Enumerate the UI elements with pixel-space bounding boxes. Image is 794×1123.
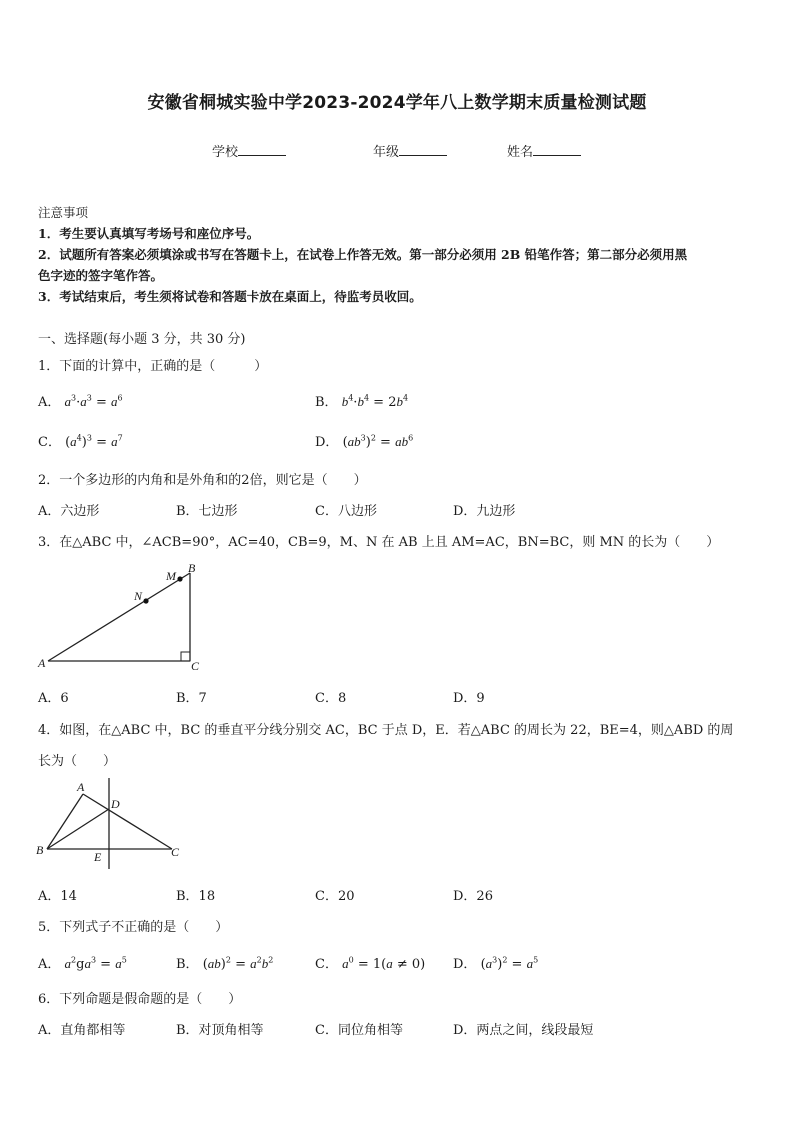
question-3-option-d: D．9: [453, 691, 485, 706]
notice-item-2-cont: 色字迹的签字笔作答。: [38, 268, 164, 283]
side-ac: [83, 794, 172, 849]
question-6-stem: 6．下列命题是假命题的是（ ）: [38, 992, 242, 1007]
question-3-stem: 3．在△ABC 中，∠ACB=90°，AC=40，CB=9，M、N 在 AB 上且 AM=AC，BN=BC，则 MN 的长为（ ）: [38, 535, 720, 550]
notice-item-3: 3．考试结束后，考生须将试卷和答题卡放在桌面上，待监考员收回。: [38, 289, 422, 304]
question-6-option-a: A．直角都相等: [38, 1023, 126, 1038]
question-5-stem: 5．下列式子不正确的是（ ）: [38, 920, 229, 935]
notice-item-2: 2．试题所有答案必须填涂或书写在答题卡上，在试卷上作答无效。第一部分必须用 2B 铅笔作答；第二部分必须用黑: [38, 247, 688, 262]
question-6-option-b: B．对顶角相等: [176, 1023, 264, 1038]
side-ba: [47, 794, 83, 849]
question-5-option-c: C． $a^0 = 1(a \ne 0)$: [315, 955, 426, 972]
question-4-option-d: D．26: [453, 889, 493, 904]
label-e: E: [94, 850, 102, 864]
question-2-stem: 2．一个多边形的内角和是外角和的2倍，则它是（ ）: [38, 473, 367, 488]
notice-item-1: 1．考生要认真填写考场号和座位序号。: [38, 226, 260, 241]
label-d: D: [111, 797, 120, 811]
grade-blank: [399, 143, 447, 156]
question-3-option-c: C．8: [315, 691, 347, 706]
question-2-option-c: C．八边形: [315, 504, 377, 519]
question-1-option-b: B． $b^4\cdot b^4 = 2b^4$: [315, 393, 409, 410]
label-c: C: [171, 845, 180, 859]
right-angle-mark: [181, 652, 190, 661]
label-c: C: [191, 659, 200, 673]
question-1-stem: 1．下面的计算中，正确的是（ ）: [38, 359, 268, 374]
side-ab: [48, 573, 190, 661]
question-3-option-b: B．7: [176, 691, 207, 706]
question-3-option-a: A．6: [38, 691, 69, 706]
school-label: 学校: [212, 145, 239, 160]
question-4-option-b: B．18: [176, 889, 216, 904]
question-2-option-b: B．七边形: [176, 504, 238, 519]
point-n: [143, 598, 148, 603]
question-2-option-d: D．九边形: [453, 504, 516, 519]
question-5-option-a: A． $a^2ga^3 = a^5$: [38, 955, 127, 972]
question-4-option-a: A．14: [38, 889, 77, 904]
point-m: [177, 576, 182, 581]
grade-field: [373, 141, 447, 160]
school-field: [212, 141, 286, 160]
question-5-option-b: B． $(ab)^2 = a^2b^2$: [176, 955, 274, 972]
label-m: M: [166, 569, 176, 583]
question-3-triangle-figure: [36, 558, 206, 673]
question-4-triangle-figure: [36, 776, 186, 871]
question-1-option-d: D． $(ab^3)^2 = ab^6$: [315, 433, 414, 450]
label-b: B: [36, 843, 44, 857]
question-6-option-d: D．两点之间，线段最短: [453, 1023, 594, 1038]
question-1-option-a: A． $a^3\cdot a^3 = a^6$: [38, 393, 123, 410]
label-n: N: [134, 589, 143, 603]
name-label: 姓名: [507, 145, 534, 160]
question-6-option-c: C．同位角相等: [315, 1023, 403, 1038]
question-5-option-d: D． $(a^3)^2 = a^5$: [453, 955, 539, 972]
notice-heading: 注意事项: [38, 205, 89, 220]
label-a: A: [77, 780, 85, 794]
question-2-option-a: A．六边形: [38, 504, 100, 519]
segment-bd: [47, 809, 109, 849]
question-4-option-c: C．20: [315, 889, 355, 904]
label-a: A: [38, 656, 46, 670]
label-b: B: [188, 561, 196, 575]
question-1-option-c: C． $(a^4)^3 = a^7$: [38, 433, 123, 450]
grade-label: 年级: [373, 145, 400, 160]
section-heading: 一、选择题(每小题 3 分，共 30 分): [38, 332, 246, 347]
page-title: 安徽省桐城实验中学2023-2024学年八上数学期末质量检测试题: [147, 93, 647, 113]
question-4-stem-line1: 4．如图，在△ABC 中，BC 的垂直平分线分别交 AC，BC 于点 D，E．若△ABC 的周长为 22，BE=4，则△ABD 的周: [38, 723, 734, 738]
question-4-stem-line2: 长为（ ）: [38, 754, 117, 769]
school-blank: [238, 143, 286, 156]
name-field: [507, 141, 581, 160]
name-blank: [533, 143, 581, 156]
